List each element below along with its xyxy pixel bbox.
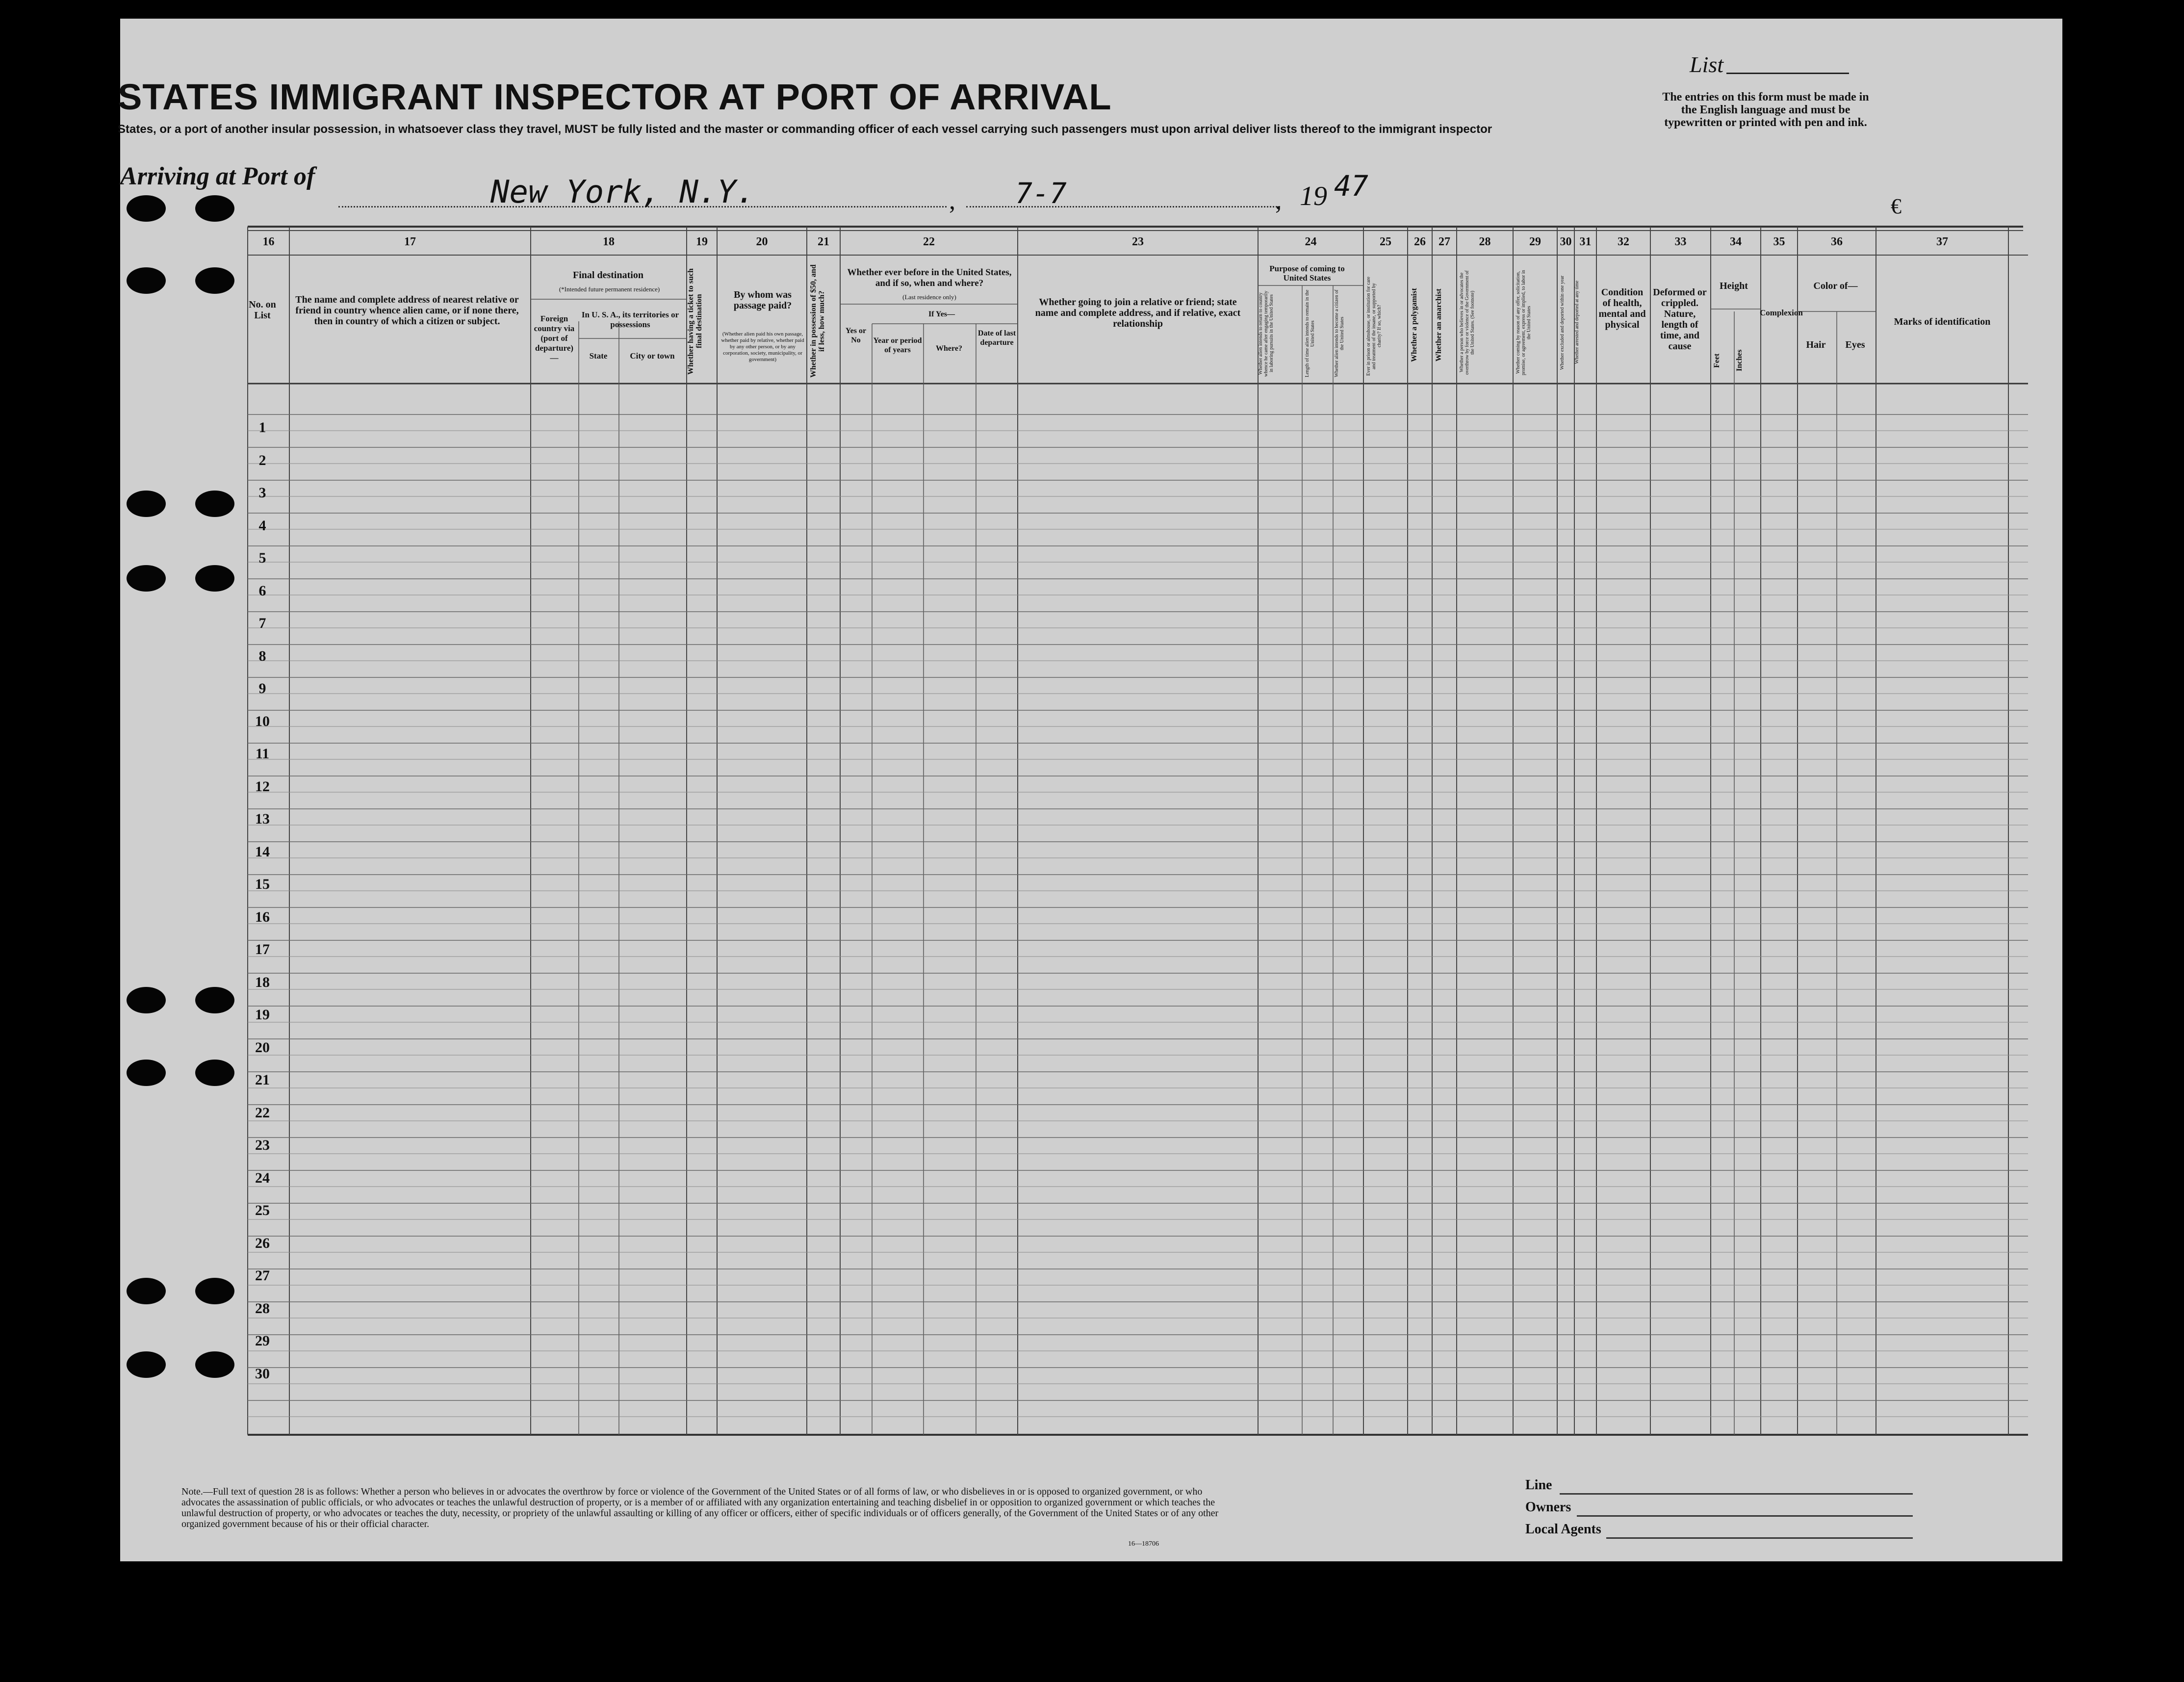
column-number: 27: [1439, 235, 1450, 248]
agents-field: [1606, 1537, 1913, 1539]
col22-yesno: Yes or No: [845, 327, 867, 344]
punch-hole: [127, 1351, 166, 1378]
column-number: 17: [404, 235, 416, 248]
row-number: 13: [255, 811, 270, 827]
col22-year: Year or period of years: [873, 336, 922, 354]
row-number: 5: [258, 550, 266, 566]
line-label: Line: [1525, 1477, 1552, 1493]
arriving-label: Arriving at Port of: [120, 162, 315, 190]
owners-field: [1577, 1515, 1913, 1517]
col22-ifyes: If Yes—: [928, 310, 955, 318]
owners-label: Owners: [1525, 1500, 1571, 1515]
row-number: 7: [258, 615, 266, 631]
row-number: 26: [255, 1235, 270, 1251]
column-number: 16: [262, 235, 275, 248]
list-label: List: [1690, 52, 1724, 77]
row-number: 30: [255, 1365, 270, 1382]
col20-note: (Whether alien paid his own passage, whether paid by relative, whether paid by any other person, or by any corporation, society, municipality, or government): [721, 331, 804, 362]
comma-mark: ,: [949, 187, 955, 215]
column-number: 34: [1730, 235, 1742, 248]
column-number: 33: [1674, 235, 1687, 248]
punch-hole: [127, 1060, 166, 1086]
row-number: 14: [255, 843, 270, 860]
row-number: 20: [255, 1039, 270, 1056]
col17-header: The name and complete address of nearest relative or friend in country whence alien came, or if none there, then in country of which a citizen or subject.: [295, 294, 519, 327]
form-number: 16—18706: [1128, 1540, 1159, 1548]
corner-mark: €: [1891, 194, 1901, 218]
row-number: 6: [258, 582, 266, 599]
column-number: 25: [1380, 235, 1391, 248]
col36-hair: Hair: [1806, 339, 1826, 350]
row-number: 16: [255, 908, 270, 925]
col31-header: Whether arrested and deported at any time: [1574, 281, 1580, 364]
col18-note: (*Intended future permanent residence): [559, 285, 660, 293]
col28-header: Whether a person who believes in or advocates the overthrow by force or violence of the Government of the United States. (See footnote): [1459, 270, 1475, 375]
column-number: 29: [1529, 235, 1541, 248]
col32-header: Condition of health, mental and physical: [1598, 287, 1646, 330]
row-number: 2: [258, 452, 266, 468]
column-number: 31: [1579, 235, 1592, 248]
col18-state: State: [589, 351, 608, 361]
row-number: 22: [255, 1104, 270, 1121]
row-number: 11: [255, 746, 270, 762]
col35-header: Complexion: [1760, 308, 1803, 317]
punch-hole: [195, 195, 234, 222]
punch-hole: [195, 267, 234, 294]
col22-where: Where?: [936, 344, 962, 353]
col37-header: Marks of identification: [1894, 316, 1991, 327]
col24-a: Whether alien intends to return to country whence he came after engaging temporarily in laboring pursuits in the United States: [1258, 290, 1274, 377]
col18-title: Final destination: [573, 270, 643, 281]
punch-hole: [127, 987, 166, 1013]
col34-inches: Inches: [1735, 349, 1744, 372]
punch-hole: [127, 491, 166, 517]
column-number: 30: [1560, 235, 1572, 248]
col18-city: City or town: [630, 351, 675, 361]
col36-eyes: Eyes: [1845, 339, 1865, 350]
row-number: 9: [258, 680, 266, 697]
row-number: 10: [255, 713, 270, 729]
col36-title: Color of—: [1813, 281, 1858, 291]
col18-usa: In U. S. A., its territories or possessions: [581, 310, 679, 329]
form-instructions: The entries on this form must be made in the English language and must be typewritten or printed with pen and ink.: [1662, 91, 1869, 129]
column-number: 23: [1132, 235, 1144, 248]
col34-title: Height: [1720, 281, 1748, 291]
page-subtitle: States, or a port of another insular possession, in whatsoever class they travel, MUST be fully listed and the master or commanding officer of each vessel carrying such passengers must upon arrival deliver lists thereof to the immigrant inspector: [118, 123, 1492, 136]
year-prefix: 19: [1300, 181, 1327, 211]
punch-hole: [195, 491, 234, 517]
col29-header: Whether coming by reason of any offer, solicitation, promise, or agreement, express or implied, to labor in the United States: [1516, 270, 1532, 375]
column-number: 20: [756, 235, 768, 248]
punch-hole: [195, 1060, 234, 1086]
column-number: 26: [1414, 235, 1426, 248]
col26-header: Whether a polygamist: [1410, 288, 1418, 362]
col34-feet: Feet: [1713, 353, 1721, 368]
col24-c: Whether alien intends to become a citizen of the United States: [1334, 289, 1345, 378]
col24-title: Purpose of coming to United States: [1269, 264, 1345, 283]
column-number: 22: [923, 235, 935, 248]
column-number: 36: [1831, 235, 1843, 248]
row-number: 25: [255, 1202, 270, 1218]
row-number: 8: [258, 647, 266, 664]
column-number: 37: [1936, 235, 1948, 248]
punch-hole: [195, 1351, 234, 1378]
col27-header: Whether an anarchist: [1435, 288, 1443, 362]
comma-mark-2: ,: [1275, 187, 1282, 215]
agents-label: Local Agents: [1525, 1522, 1601, 1537]
punch-hole: [127, 1278, 166, 1304]
year-handwritten: 47: [1334, 169, 1368, 203]
punch-hole: [195, 565, 234, 592]
col30-header: Whether excluded and deported within one year: [1560, 275, 1565, 370]
punch-hole: [127, 565, 166, 592]
row-number: 15: [255, 876, 270, 892]
punch-hole: [195, 987, 234, 1013]
row-number: 3: [258, 485, 266, 501]
column-number: 24: [1305, 235, 1317, 248]
col18-foreign: Foreign country via (port of departure)—: [534, 314, 575, 362]
row-number: 1: [258, 419, 266, 436]
col19-header: Whether having a ticket to such final destination: [687, 268, 703, 375]
row-number: 4: [258, 517, 266, 534]
punch-hole: [127, 195, 166, 222]
port-handwritten: New York, N.Y.: [490, 174, 755, 210]
punch-hole: [127, 267, 166, 294]
row-number: 18: [255, 974, 270, 990]
col23-header: Whether going to join a relative or friend; state name and complete address, and if relative, exact relationship: [1035, 297, 1241, 329]
col22-title: Whether ever before in the United States, and if so, when and where?: [847, 267, 1012, 288]
date-handwritten: 7-7: [1015, 177, 1067, 210]
col33-header: Deformed or crippled. Nature, length of time, and cause: [1653, 287, 1707, 352]
punch-hole: [195, 1278, 234, 1304]
row-number: 21: [255, 1072, 270, 1088]
column-number: 32: [1618, 235, 1629, 248]
col21-header: Whether in possession of $50, and if less, how much?: [809, 264, 826, 378]
footer-note: Note.—Full text of question 28 is as follows: Whether a person who believes in or advocates the overthrow by force or violence of the Government of the United States or of all forms of law, or who disbelieves in or is opposed to organized government, or who advocates the assassination of public officials, or who advocates or teaches the unlawful destruction of property, or is a member of or affiliated with any organization entertaining and teaching disbelief in or opposition to organized government or which teaches the unlawful destruction of property, or who advocates or teaches the duty, necessity, or propriety of the unlawful assaulting or killing of any officer or officers, either of specific individuals or of officers generally, of the Government of the United States or of any other organized government because of his or their official character.: [181, 1486, 1219, 1529]
col22-date: Date of last departure: [977, 329, 1016, 347]
page-title: STATES IMMIGRANT INSPECTOR AT PORT OF ARRIVAL: [118, 77, 1112, 117]
row-number: 23: [255, 1137, 270, 1153]
row-number: 19: [255, 1007, 270, 1023]
row-number: 24: [255, 1169, 270, 1186]
col22-note: (Last residence only): [902, 293, 956, 301]
line-field: [1560, 1493, 1913, 1495]
col24-b: Length of time alien intends to remain in the United States: [1305, 289, 1315, 378]
col20-title: By whom was passage paid?: [733, 289, 792, 311]
row-number: 12: [255, 778, 270, 795]
column-number: 28: [1479, 235, 1491, 248]
column-number: 35: [1773, 235, 1785, 248]
column-number: 21: [818, 235, 829, 248]
row-number: 28: [255, 1300, 270, 1317]
col16-header: No. on List: [249, 299, 276, 321]
row-number: 29: [255, 1333, 270, 1349]
column-number: 18: [603, 235, 615, 248]
col25-header: Ever in prison or almshouse, or institution for care and treatment of the insane, or supported by charity? If so, which?: [1366, 277, 1382, 376]
column-number: 19: [696, 235, 708, 248]
row-number: 27: [255, 1268, 270, 1284]
row-number: 17: [255, 941, 270, 957]
